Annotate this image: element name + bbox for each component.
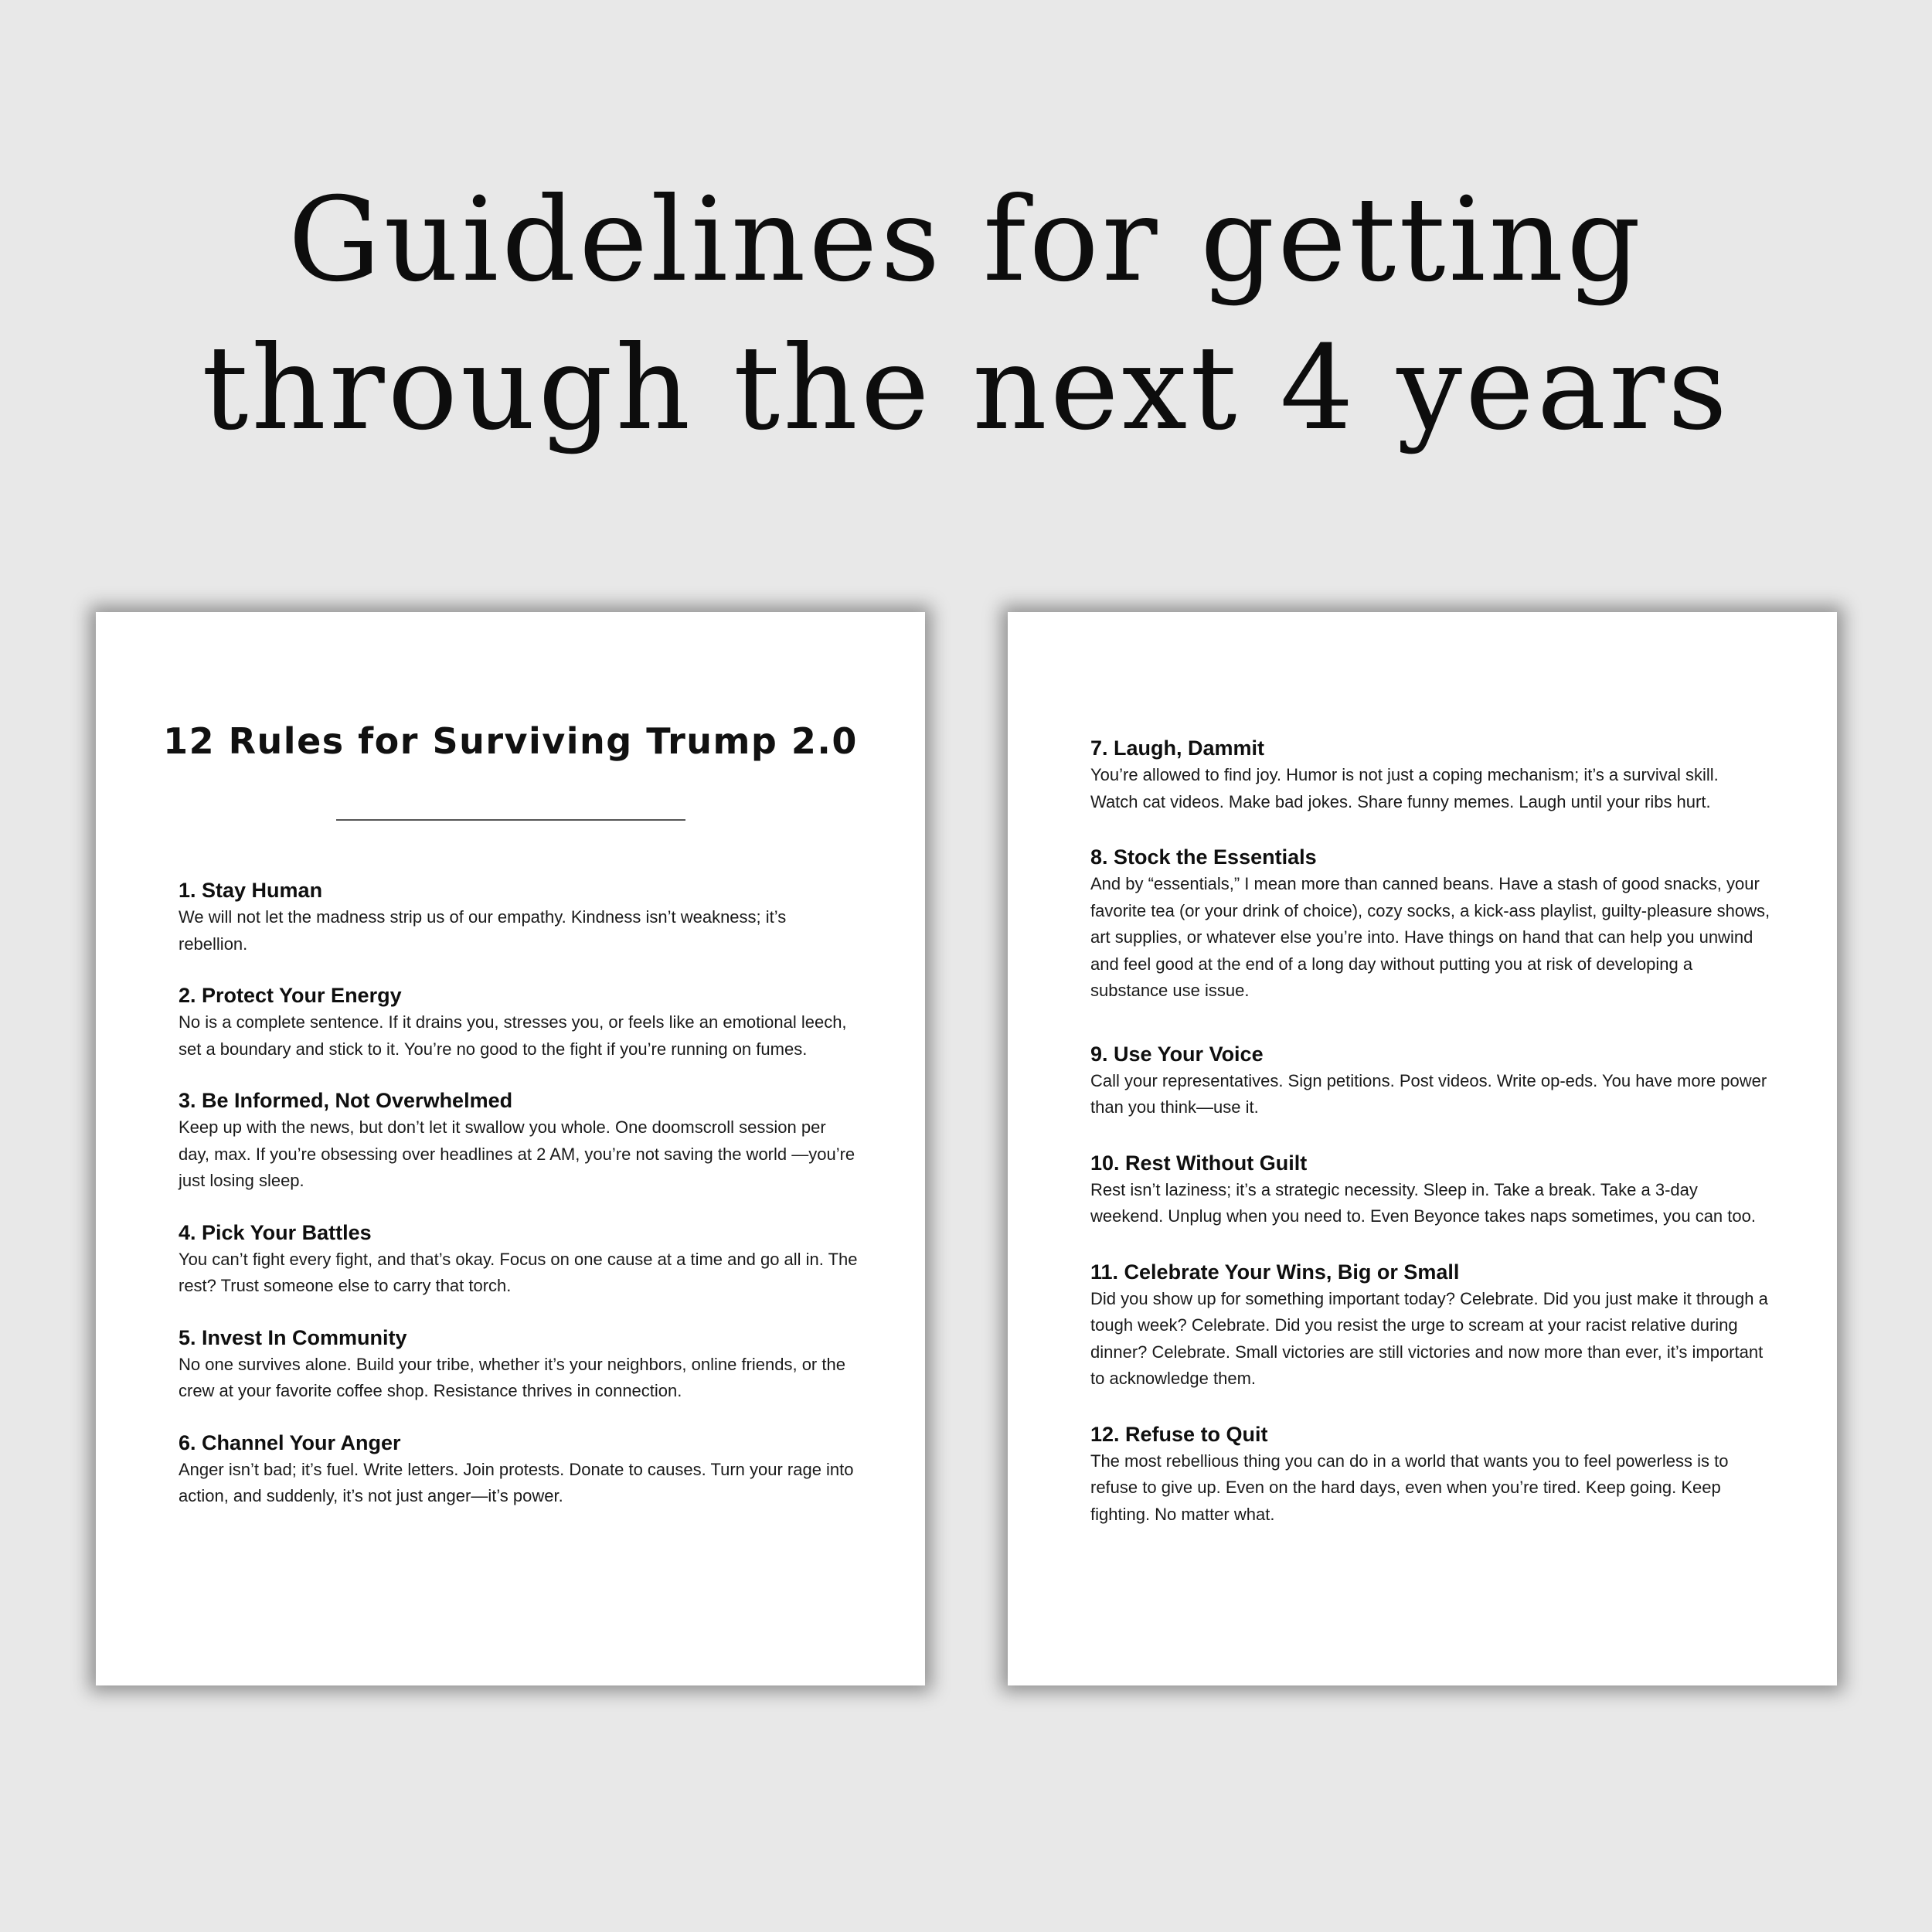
rule-item xyxy=(179,1219,859,1300)
rule-text: And by “essentials,” I mean more than canned beans. Have a stash of good snacks, your favorite tea (or your drink of choice), cozy socks, a kick-ass playlist, guilty-pleasure shows, art supplies, or whatever else you’re into. Have things on hand that can help you unwind and feel good at the end of a long day without putting you at risk of developing a substance use issue. xyxy=(1090,874,1770,1000)
right-page xyxy=(1008,612,1837,1685)
rule-heading: 10. Rest Without Guilt xyxy=(1090,1151,1308,1175)
rule-text: Anger isn’t bad; it’s fuel. Write letters. Join protests. Donate to causes. Turn your rage into action, and suddenly, it’s not just anger—it’s power. xyxy=(179,1459,854,1505)
rule-item xyxy=(179,981,859,1063)
rule-text: Keep up with the news, but don’t let it swallow you whole. One doomscroll session per day, max. If you’re obsessing over headlines at 2 AM, you’re not saving the world —you’re just losing sleep. xyxy=(179,1117,855,1190)
title-divider xyxy=(336,819,685,821)
rule-text: Did you show up for something important today? Celebrate. Did you just make it through a tough week? Celebrate. Did you resist the urge to scream at your racist relative during dinner? Celebrate. Small victories are still victories and now more than ever, it’s important to acknowledge them. xyxy=(1090,1288,1768,1388)
rule-heading: 5. Invest In Community xyxy=(179,1325,407,1349)
rule-item xyxy=(1090,734,1770,815)
rule-heading: 12. Refuse to Quit xyxy=(1090,1422,1268,1446)
rule-heading: 8. Stock the Essentials xyxy=(1090,845,1317,869)
rule-item xyxy=(1090,1149,1770,1230)
rules-list-left xyxy=(179,876,859,1510)
headline-line-2: through the next 4 years xyxy=(202,321,1730,456)
rule-text: Call your representatives. Sign petitions. Post videos. Write op-eds. You have more power than you think—use it. xyxy=(1090,1070,1767,1117)
rule-text: You can’t fight every fight, and that’s okay. Focus on one cause at a time and go all in. The rest? Trust someone else to carry that torch. xyxy=(179,1249,858,1295)
rule-heading: 2. Protect Your Energy xyxy=(179,984,402,1007)
rule-text: You’re allowed to find joy. Humor is not just a coping mechanism; it’s a survival skill. Watch cat videos. Make bad jokes. Share funny memes. Laugh until your ribs hurt. xyxy=(1090,765,1719,811)
headline xyxy=(0,166,1932,463)
document-title: 12 Rules for Surviving Trump 2.0 xyxy=(163,720,858,762)
rule-item xyxy=(179,1324,859,1405)
rule-text: No is a complete sentence. If it drains you, stresses you, or feels like an emotional leech, set a boundary and stick to it. You’re no good to the fight if you’re running on fumes. xyxy=(179,1012,847,1059)
rule-item xyxy=(1090,1040,1770,1121)
rule-heading: 6. Channel Your Anger xyxy=(179,1430,401,1454)
rule-item xyxy=(179,1429,859,1510)
rule-text: Rest isn’t laziness; it’s a strategic necessity. Sleep in. Take a break. Take a 3-day weekend. Unplug when you need to. Even Beyonce takes naps sometimes, you can too. xyxy=(1090,1179,1756,1226)
rule-item xyxy=(179,876,859,957)
rule-text: The most rebellious thing you can do in a world that wants you to feel powerless is to refuse to give up. Even on the hard days, even when you’re tired. Keep going. Keep fighting. No matter what. xyxy=(1090,1451,1729,1524)
rule-heading: 11. Celebrate Your Wins, Big or Small xyxy=(1090,1260,1460,1284)
rule-item xyxy=(179,1087,859,1195)
left-page xyxy=(96,612,925,1685)
rule-heading: 3. Be Informed, Not Overwhelmed xyxy=(179,1089,513,1112)
rule-text: We will not let the madness strip us of our empathy. Kindness isn’t weakness; it’s rebellion. xyxy=(179,907,787,954)
rule-heading: 7. Laugh, Dammit xyxy=(1090,736,1265,760)
rule-heading: 4. Pick Your Battles xyxy=(179,1220,372,1244)
rule-item xyxy=(1090,843,1770,1005)
rules-list-right xyxy=(1090,734,1770,1528)
rule-text: No one survives alone. Build your tribe, whether it’s your neighbors, online friends, or the crew at your favorite coffee shop. Resistance thrives in connection. xyxy=(179,1354,845,1400)
rule-item xyxy=(1090,1258,1770,1393)
rule-item xyxy=(1090,1420,1770,1529)
headline-line-1: Guidelines for getting xyxy=(287,173,1645,308)
rule-heading: 9. Use Your Voice xyxy=(1090,1042,1264,1066)
rule-heading: 1. Stay Human xyxy=(179,879,323,902)
